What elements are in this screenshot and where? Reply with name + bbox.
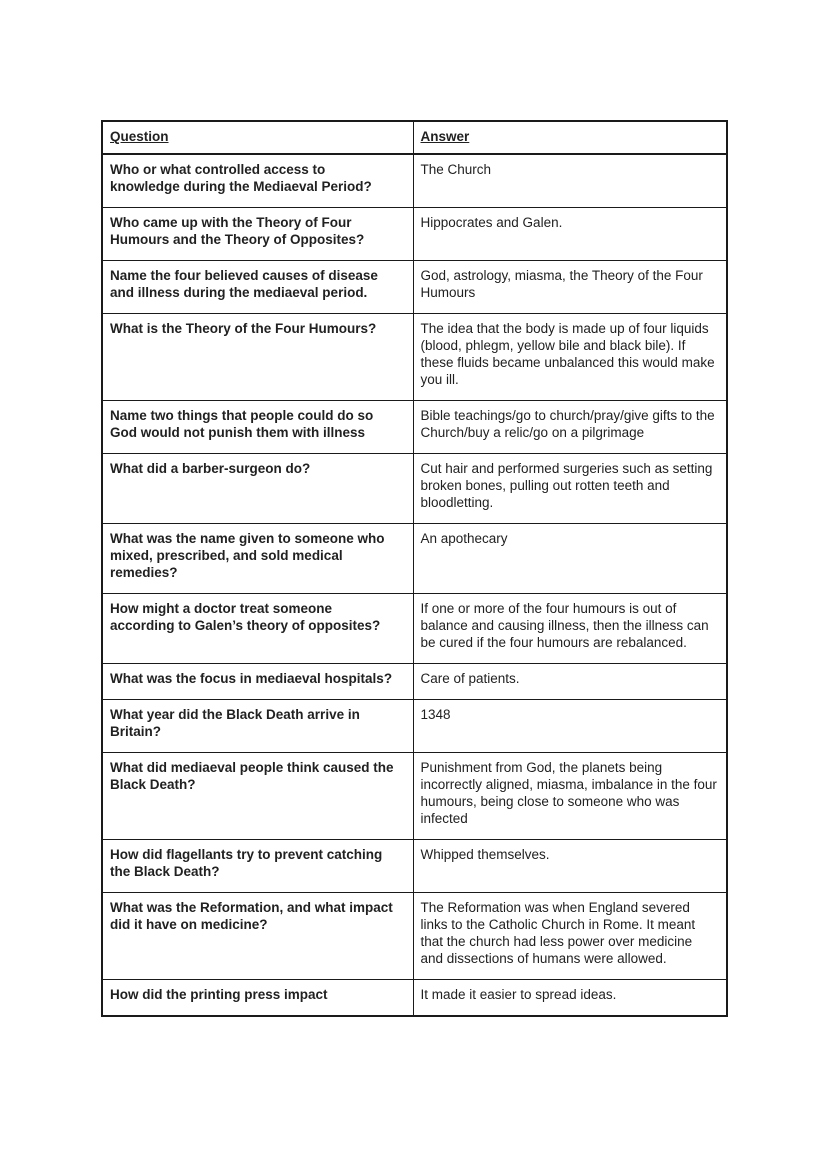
answer-cell: Care of patients.	[413, 664, 727, 700]
answer-column-header	[413, 121, 727, 154]
answer-cell: The Reformation was when England severed links to the Catholic Church in Rome. It meant that the church had less power over medicine and dissections of humans were allowed.	[413, 893, 727, 980]
table-row	[102, 261, 727, 314]
question-cell: Name the four believed causes of disease and illness during the mediaeval period.	[102, 261, 413, 314]
table-row	[102, 208, 727, 261]
answer-cell: The idea that the body is made up of four liquids (blood, phlegm, yellow bile and black bile). If these fluids became unbalanced this would make you ill.	[413, 314, 727, 401]
question-cell: What did mediaeval people think caused the Black Death?	[102, 753, 413, 840]
question-cell: What was the Reformation, and what impact did it have on medicine?	[102, 893, 413, 980]
question-cell: How did the printing press impact	[102, 980, 413, 1017]
question-cell: How did flagellants try to prevent catching the Black Death?	[102, 840, 413, 893]
question-column-header	[102, 121, 413, 154]
question-cell: Who came up with the Theory of Four Humours and the Theory of Opposites?	[102, 208, 413, 261]
table-row	[102, 893, 727, 980]
table-row	[102, 154, 727, 208]
table-row	[102, 524, 727, 594]
table-row	[102, 594, 727, 664]
table-row	[102, 700, 727, 753]
answer-cell: If one or more of the four humours is out of balance and causing illness, then the illness can be cured if the four humours are rebalanced.	[413, 594, 727, 664]
answer-cell: Whipped themselves.	[413, 840, 727, 893]
answer-cell: Punishment from God, the planets being incorrectly aligned, miasma, imbalance in the four humours, being close to someone who was infected	[413, 753, 727, 840]
question-cell: What was the focus in mediaeval hospitals?	[102, 664, 413, 700]
answer-cell: The Church	[413, 154, 727, 208]
question-header-label: Question	[110, 129, 169, 144]
question-cell: Name two things that people could do so God would not punish them with illness	[102, 401, 413, 454]
question-cell: Who or what controlled access to knowledge during the Mediaeval Period?	[102, 154, 413, 208]
answer-cell: Cut hair and performed surgeries such as setting broken bones, pulling out rotten teeth and bloodletting.	[413, 454, 727, 524]
answer-cell: God, astrology, miasma, the Theory of the Four Humours	[413, 261, 727, 314]
header-row	[102, 121, 727, 154]
question-cell: What was the name given to someone who mixed, prescribed, and sold medical remedies?	[102, 524, 413, 594]
table-row	[102, 980, 727, 1017]
table-row	[102, 454, 727, 524]
qa-table	[101, 120, 728, 1017]
question-cell: What is the Theory of the Four Humours?	[102, 314, 413, 401]
answer-cell: An apothecary	[413, 524, 727, 594]
question-cell: What year did the Black Death arrive in Britain?	[102, 700, 413, 753]
answer-cell: Bible teachings/go to church/pray/give gifts to the Church/buy a relic/go on a pilgrimage	[413, 401, 727, 454]
table-row	[102, 840, 727, 893]
answer-cell: 1348	[413, 700, 727, 753]
answer-header-label: Answer	[420, 129, 470, 144]
table-row	[102, 401, 727, 454]
table-row	[102, 753, 727, 840]
table-row	[102, 314, 727, 401]
answer-cell: Hippocrates and Galen.	[413, 208, 727, 261]
question-cell: How might a doctor treat someone according to Galen’s theory of opposites?	[102, 594, 413, 664]
answer-cell: It made it easier to spread ideas.	[413, 980, 727, 1017]
table-row	[102, 664, 727, 700]
question-cell: What did a barber-surgeon do?	[102, 454, 413, 524]
